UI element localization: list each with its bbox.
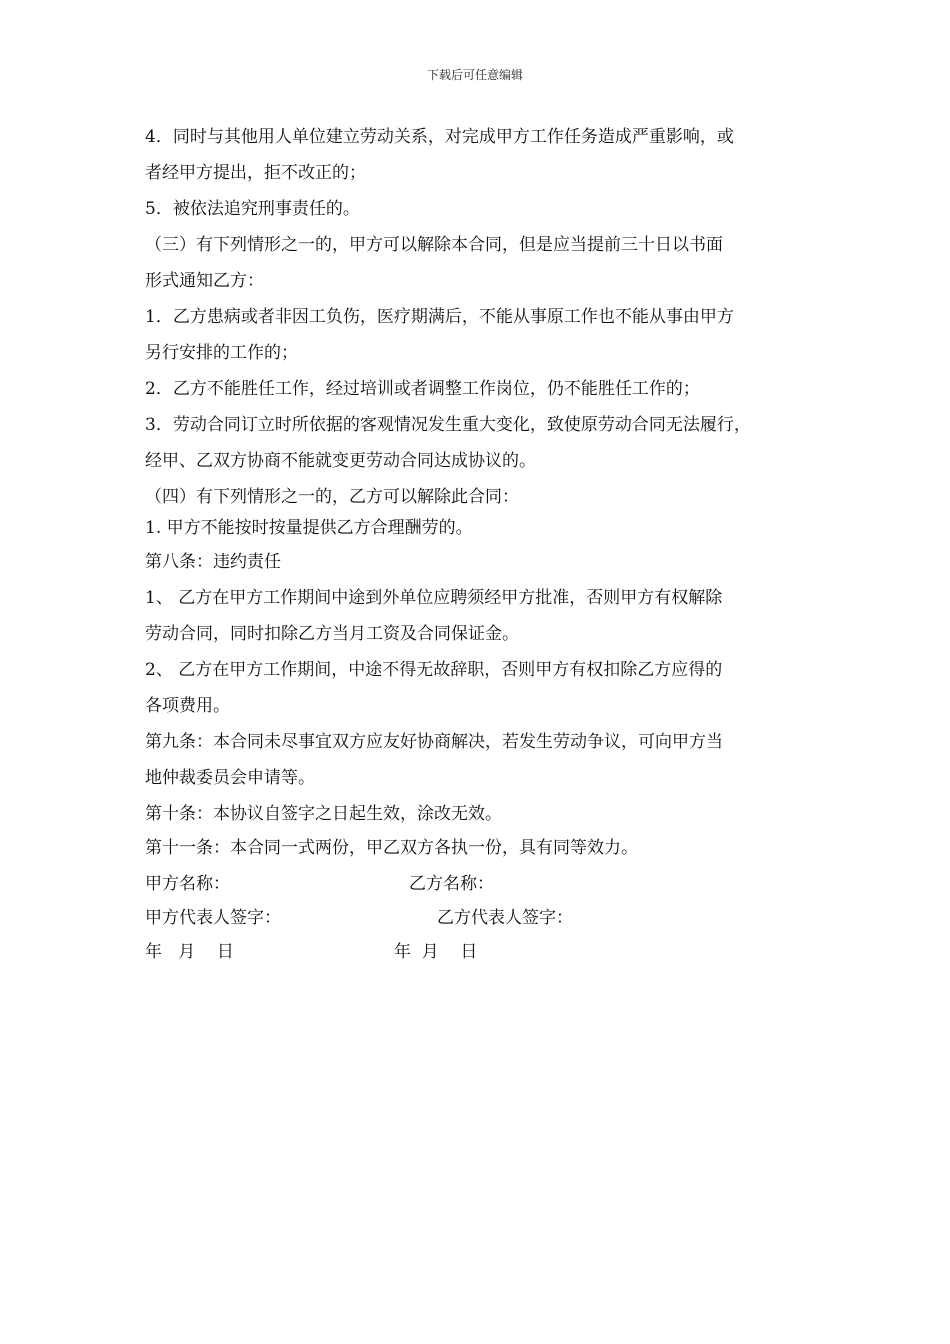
clause-line: 2．乙方不能胜任工作，经过培训或者调整工作岗位，仍不能胜任工作的； [145, 379, 700, 399]
clause-line: （四）有下列情形之一的，乙方可以解除此合同： [145, 487, 519, 507]
clause-line: 第十条：本协议自签字之日起生效，涂改无效。 [145, 804, 502, 824]
clause-line: 2、 乙方在甲方工作期间，中途不得无故辞职，否则甲方有权扣除乙方应得的 [145, 660, 723, 680]
party-a-date-label: 年 月 日 [145, 942, 234, 962]
clause-line: 另行安排的工作的； [145, 343, 298, 363]
party-a-rep-label: 甲方代表人签字： [145, 908, 281, 928]
clause-line: 地仲裁委员会申请等。 [145, 768, 315, 788]
clause-line: （三）有下列情形之一的，甲方可以解除本合同，但是应当提前三十日以书面 [145, 235, 723, 255]
clause-line: 形式通知乙方： [145, 271, 264, 291]
clause-line: 第十一条：本合同一式两份，甲乙双方各执一份，具有同等效力。 [145, 838, 638, 858]
clause-line: 第九条：本合同未尽事宜双方应友好协商解决，若发生劳动争议，可向甲方当 [145, 732, 723, 752]
signature-row-names [145, 874, 825, 894]
signature-row-reps [145, 908, 825, 928]
clause-line: 劳动合同，同时扣除乙方当月工资及合同保证金。 [145, 624, 519, 644]
clause-line: 1. 甲方不能按时按量提供乙方合理酬劳的。 [145, 518, 473, 538]
clause-line: 经甲、乙双方协商不能就变更劳动合同达成协议的。 [145, 451, 536, 471]
party-b-rep-label: 乙方代表人签字： [437, 908, 573, 928]
clause-line: 1、 乙方在甲方工作期间中途到外单位应聘须经甲方批准，否则甲方有权解除 [145, 588, 723, 608]
clause-line: 3．劳动合同订立时所依据的客观情况发生重大变化，致使原劳动合同无法履行， [145, 415, 751, 435]
page-header-note: 下载后可任意编辑 [426, 68, 523, 82]
clause-line: 5．被依法追究刑事责任的。 [145, 199, 360, 219]
party-a-name-label: 甲方名称： [145, 874, 230, 894]
party-b-date-label: 年 月 日 [394, 942, 478, 962]
clause-line: 各项费用。 [145, 696, 230, 716]
party-b-name-label: 乙方名称： [409, 874, 494, 894]
clause-line: 4．同时与其他用人单位建立劳动关系，对完成甲方工作任务造成严重影响，或 [145, 127, 734, 147]
clause-line: 1．乙方患病或者非因工负伤，医疗期满后，不能从事原工作也不能从事由甲方 [145, 307, 734, 327]
signature-row-dates [145, 942, 825, 962]
clause-line: 者经甲方提出，拒不改正的； [145, 163, 366, 183]
article-heading: 第八条：违约责任 [145, 552, 281, 572]
